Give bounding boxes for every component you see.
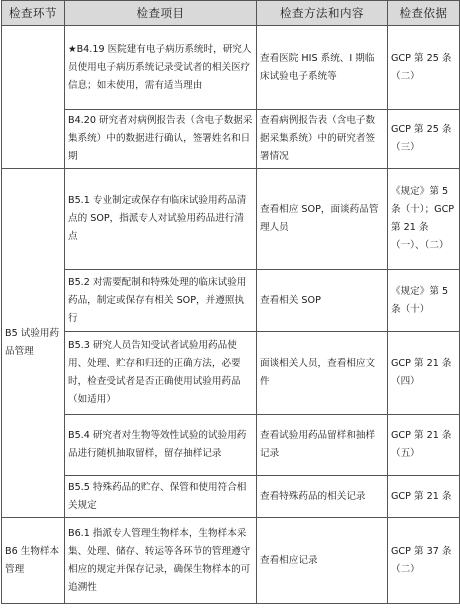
header-row (2, 1, 460, 26)
method-cell: 查看医院 HIS 系统、I 期临床试验电子系统等 (257, 26, 388, 110)
table-row (2, 110, 460, 169)
method-cell: 查看病例报告表（含电子数据采集系统）中的研究者签署情况 (257, 110, 388, 169)
section-b4 (2, 26, 65, 169)
header-basis: 检查依据 (388, 1, 460, 26)
basis-cell: GCP 第 21 条（四） (388, 332, 460, 415)
table-row (2, 270, 460, 332)
table-row (2, 332, 460, 415)
header-method: 检查方法和内容 (257, 1, 388, 26)
table-row (2, 169, 460, 270)
item-cell: ★B4.19 医院建有电子病历系统时，研究人员使用电子病历系统记录受试者的相关医疗信息；如未使用，需有适当理由 (65, 26, 257, 110)
item-cell: B5.5 特殊药品的贮存、保管和使用符合相关规定 (65, 476, 257, 518)
basis-cell: GCP 第 21 条 (388, 476, 460, 518)
section-b6: B6 生物样本管理 (2, 518, 65, 604)
section-b5: B5 试验用药品管理 (2, 169, 65, 518)
basis-cell: GCP 第 37 条（二） (388, 518, 460, 604)
method-cell: 查看试验用药品留样和抽样记录 (257, 415, 388, 476)
method-cell: 查看相应记录 (257, 518, 388, 604)
method-cell: 面谈相关人员，查看相应文件 (257, 332, 388, 415)
basis-cell: GCP 第 21 条（五） (388, 415, 460, 476)
item-cell: B6.1 指派专人管理生物样本，生物样本采集、处理、储存、转运等各环节的管理遵守相应的规定并保存记录，确保生物样本的可追溯性 (65, 518, 257, 604)
item-cell: B5.2 对需要配制和特殊处理的临床试验用药品，制定或保存有相关 SOP，并遵照执行 (65, 270, 257, 332)
table-row (2, 26, 460, 110)
header-item: 检查项目 (65, 1, 257, 26)
header-stage: 检查环节 (2, 1, 65, 26)
item-cell: B5.4 研究者对生物等效性试验的试验用药品进行随机抽取留样，留存抽样记录 (65, 415, 257, 476)
basis-cell: GCP 第 25 条（二） (388, 26, 460, 110)
inspection-table (1, 0, 460, 604)
table-row (2, 415, 460, 476)
item-cell: B5.3 研究人员告知受试者试验用药品使用、处理、贮存和归还的正确方法，必要时，检查受试者是否正确使用试验用药品（如适用） (65, 332, 257, 415)
method-cell: 查看相应 SOP，面谈药品管理人员 (257, 169, 388, 270)
method-cell: 查看特殊药品的相关记录 (257, 476, 388, 518)
basis-cell: GCP 第 25 条（三） (388, 110, 460, 169)
item-cell: B4.20 研究者对病例报告表（含电子数据采集系统）中的数据进行确认，签署姓名和日期 (65, 110, 257, 169)
basis-cell: 《规定》第 5 条（十） (388, 270, 460, 332)
item-cell: B5.1 专业制定或保存有临床试验用药品清点的 SOP，指派专人对试验用药品进行清点 (65, 169, 257, 270)
basis-cell: 《规定》第 5 条（十）；GCP 第 21 条（一）、（二） (388, 169, 460, 270)
table-row (2, 476, 460, 518)
method-cell: 查看相关 SOP (257, 270, 388, 332)
table-row (2, 518, 460, 604)
